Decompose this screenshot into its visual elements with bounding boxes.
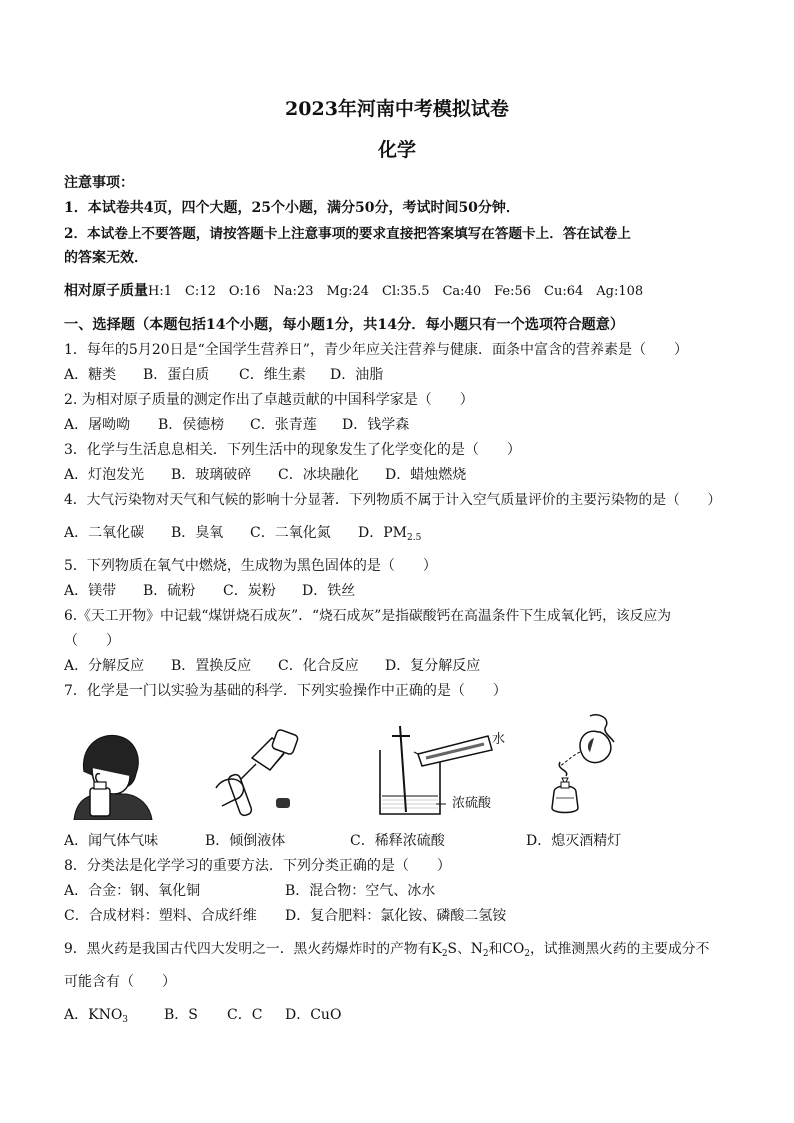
- q4-option-b[interactable]: B．臭氧: [171, 525, 224, 541]
- notice-heading: 注意事项：: [64, 175, 134, 191]
- question-3-stem: 3．化学与生活息息相关．下列生活中的现象发生了化学变化的是（ ）: [64, 442, 521, 458]
- q1-option-b[interactable]: B．蛋白质: [143, 367, 210, 383]
- figure-label-acid: 浓硫酸: [452, 796, 492, 811]
- atomic-mass-label: 相对原子质量: [64, 283, 148, 299]
- question-4-stem: 4．大气污染物对天气和气候的影响十分显著．下列物质不属于计入空气质量评价的主要污染物的是（ ）: [64, 492, 722, 508]
- q4-option-a[interactable]: A．二氧化碳: [64, 525, 145, 541]
- q4-option-d-subscript: 2.5: [406, 533, 422, 543]
- question-9-stem-cont: 可能含有（ ）: [64, 974, 176, 990]
- q2-option-d[interactable]: D．钱学森: [342, 417, 410, 433]
- q1-option-d[interactable]: D．油脂: [330, 367, 384, 383]
- question-8-stem: 8．分类法是化学学习的重要方法．下列分类正确的是（ ）: [64, 858, 451, 874]
- q8-option-b[interactable]: B．混合物：空气、冰水: [285, 883, 436, 899]
- q9-stem-post: ，试推测黑火药的主要成分不: [530, 941, 710, 957]
- q1-option-c[interactable]: C．维生素: [239, 367, 306, 383]
- q9-formula-k2s: [432, 941, 471, 957]
- exam-title: 2023年河南中考模拟试卷: [285, 98, 509, 120]
- q9-option-a[interactable]: [64, 1006, 128, 1029]
- notice-item-2-cont: 的答案无效．: [64, 250, 148, 266]
- q3-option-c[interactable]: C．冰块融化: [278, 467, 359, 483]
- q2-option-c[interactable]: C．张青莲: [250, 417, 317, 433]
- q9-option-d[interactable]: D．CuO: [285, 1007, 342, 1023]
- q6-option-c[interactable]: C．化合反应: [278, 658, 359, 674]
- figure-label-water: 水: [492, 732, 506, 747]
- figure-smell-gas: [70, 728, 155, 820]
- figure-pour-liquid: [212, 728, 307, 823]
- subject-title: 化学: [377, 139, 416, 161]
- q8-option-d[interactable]: D．复合肥料：氯化铵、磷酸二氢铵: [285, 908, 507, 924]
- notice-item-2: 2．本试卷上不要答题，请按答题卡上注意事项的要求直接把答案填写在答题卡上．答在试卷上: [64, 226, 631, 242]
- question-5-stem: 5．下列物质在氧气中燃烧，生成物为黑色固体的是（ ）: [64, 558, 437, 574]
- section-heading: 一、选择题（本题包括14个小题，每小题1分，共14分．每小题只有一个选项符合题意）: [64, 317, 625, 333]
- q9-f3-sub: 2: [524, 949, 531, 959]
- q7-option-a[interactable]: A．闻气体气味: [64, 833, 159, 849]
- q4-option-d[interactable]: [358, 524, 421, 547]
- q4-option-c[interactable]: C．二氧化氮: [250, 525, 331, 541]
- question-6-stem-cont: （ ）: [64, 633, 120, 649]
- q9-f3: CO: [502, 941, 525, 957]
- atomic-mass-line: [64, 282, 643, 301]
- q9-option-a-subscript: 3: [122, 1015, 129, 1025]
- q8-option-c[interactable]: C．合成材料：塑料、合成纤维: [64, 908, 257, 924]
- q9-f1: K: [431, 941, 442, 957]
- question-9-stem: [64, 940, 709, 963]
- q9-f2: N: [470, 941, 483, 957]
- q9-formula-n2: [471, 941, 503, 957]
- q6-option-d[interactable]: D．复分解反应: [385, 658, 481, 674]
- q3-option-b[interactable]: B．玻璃破碎: [171, 467, 252, 483]
- notice-item-1: 1．本试卷共4页，四个大题，25个小题，满分50分，考试时间50分钟．: [64, 200, 520, 216]
- q9-f1-sub: 2: [441, 949, 448, 959]
- question-6-stem: 6.《天工开物》中记载“煤饼烧石成灰”．“烧石成灰”是指碳酸钙在高温条件下生成氧化钙，该反应为: [64, 608, 672, 624]
- q9-f1-tail: S、: [447, 941, 471, 957]
- q9-f2-tail: 和: [488, 941, 503, 957]
- question-7-stem: 7．化学是一门以实验为基础的科学．下列实验操作中正确的是（ ）: [64, 683, 507, 699]
- q7-option-b[interactable]: B．倾倒液体: [205, 833, 286, 849]
- q9-f2-sub: 2: [482, 949, 489, 959]
- q6-option-b[interactable]: B．置换反应: [171, 658, 252, 674]
- q4-option-d-text: D．PM: [358, 525, 407, 541]
- q2-option-b[interactable]: B．侯德榜: [158, 417, 225, 433]
- q5-option-b[interactable]: B．硫粉: [143, 583, 196, 599]
- q6-option-a[interactable]: A．分解反应: [64, 658, 145, 674]
- q3-option-a[interactable]: A．灯泡发光: [64, 467, 145, 483]
- q9-formula-co2: [502, 941, 530, 957]
- atomic-mass-values: H:1 C:12 O:16 Na:23 Mg:24 Cl:35.5 Ca:40 Fe:56 Cu:64 Ag:108: [148, 284, 644, 299]
- q9-option-a-text: A．KNO: [64, 1007, 123, 1023]
- q9-option-b[interactable]: B．S: [164, 1007, 198, 1023]
- figure-extinguish-lamp: [540, 712, 630, 817]
- q7-option-c[interactable]: C．稀释浓硫酸: [350, 833, 445, 849]
- q3-option-d[interactable]: D．蜡烛燃烧: [385, 467, 467, 483]
- q8-option-a[interactable]: A．合金：钢、氧化铜: [64, 883, 201, 899]
- q2-option-a[interactable]: A．屠呦呦: [64, 417, 131, 433]
- question-1-stem: 1．每年的5月20日是“全国学生营养日”，青少年应关注营养与健康．面条中富含的营养素是（ ）: [64, 342, 688, 358]
- q9-option-c[interactable]: C．C: [227, 1007, 263, 1023]
- q9-stem-pre: 9．黑火药是我国古代四大发明之一．黑火药爆炸时的产物有: [64, 941, 432, 957]
- q1-option-a[interactable]: A．糖类: [64, 367, 117, 383]
- q5-option-d[interactable]: D．铁丝: [302, 583, 356, 599]
- question-2-stem: 2. 为相对原子质量的测定作出了卓越贡献的中国科学家是（ ）: [64, 392, 474, 408]
- q5-option-c[interactable]: C．炭粉: [223, 583, 276, 599]
- q5-option-a[interactable]: A．镁带: [64, 583, 117, 599]
- q7-option-d[interactable]: D．熄灭酒精灯: [526, 833, 622, 849]
